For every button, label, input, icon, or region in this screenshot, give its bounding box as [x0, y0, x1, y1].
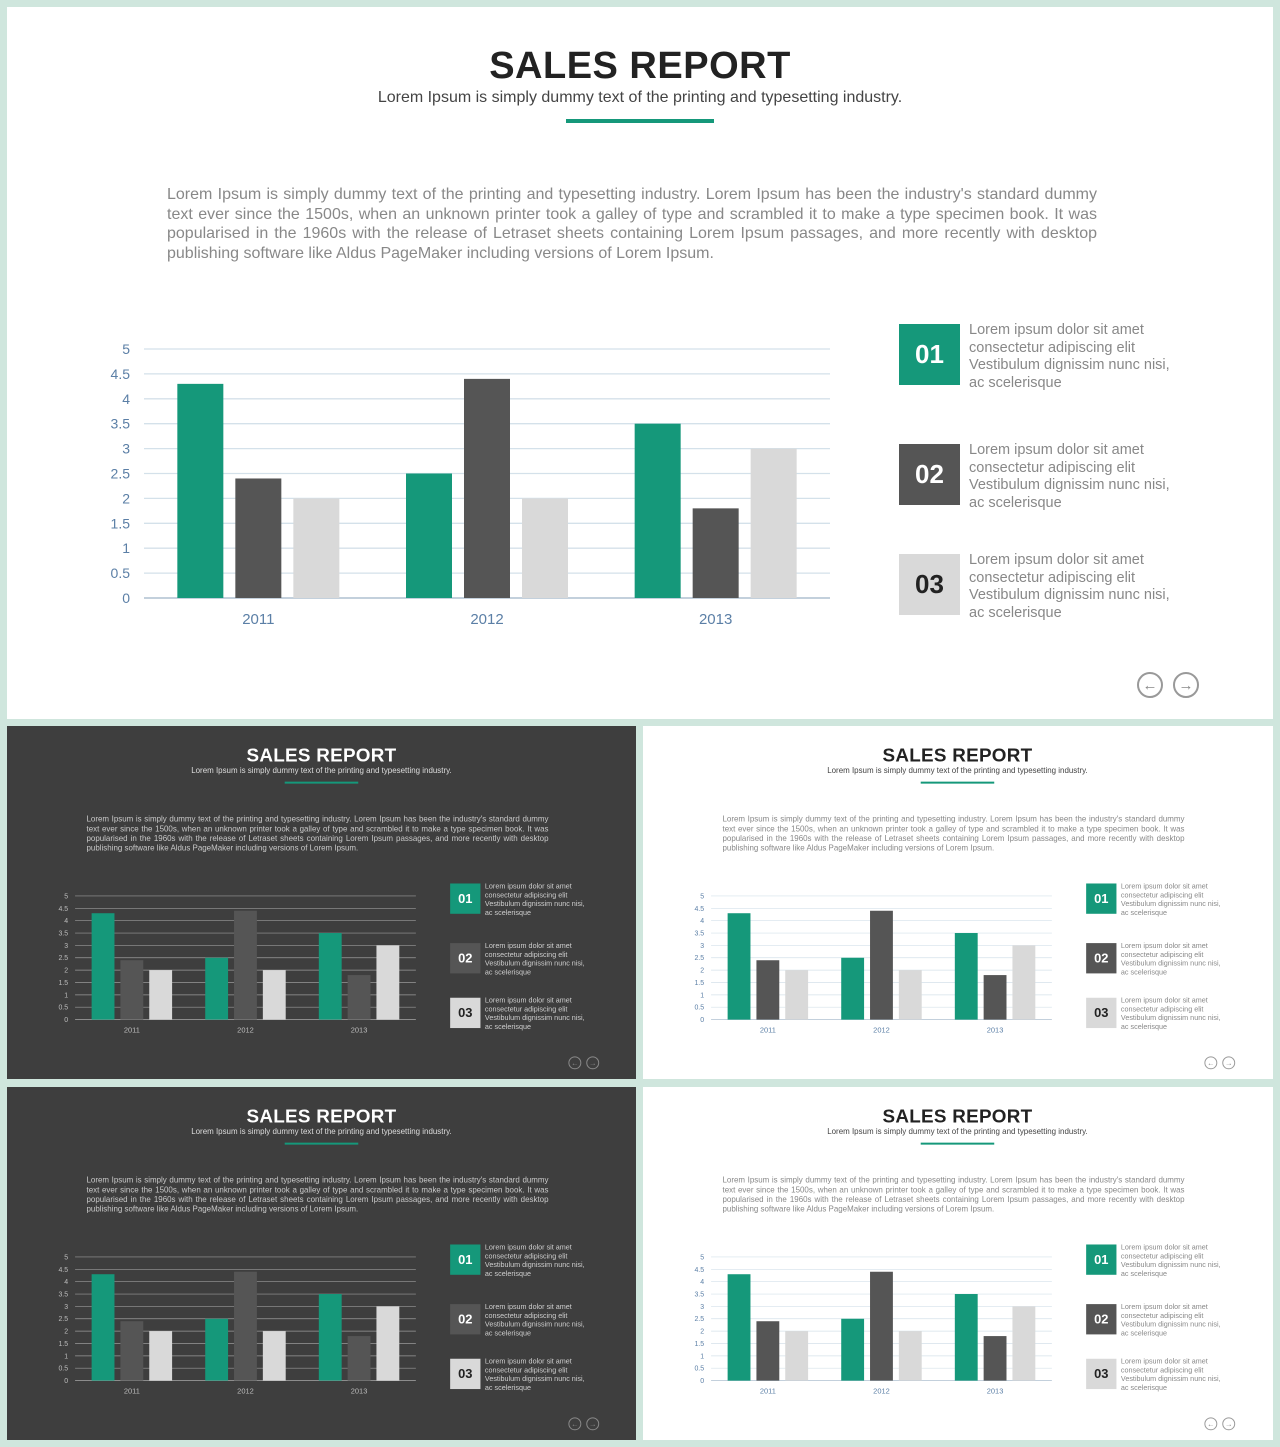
legend-text: Lorem ipsum dolor sit amet consectetur adipiscing elit Vestibulum dignissim nunc nisi, ac scelerisque — [484, 942, 585, 977]
legend-text: Lorem ipsum dolor sit amet consectetur adipiscing elit Vestibulum dignissim nunc nisi, ac scelerisque — [1120, 942, 1221, 977]
y-tick-label: 1 — [64, 1353, 69, 1361]
bar-2013-series-3 — [376, 1306, 399, 1380]
bar-2012-series-3 — [899, 970, 922, 1019]
y-tick-label: 0.5 — [58, 1365, 69, 1373]
y-tick-label: 3.5 — [58, 1291, 69, 1299]
legend-text: Lorem ipsum dolor sit amet consectetur adipiscing elit Vestibulum dignissim nunc nisi, ac scelerisque — [484, 1243, 585, 1278]
legend-text: Lorem ipsum dolor sit amet consectetur adipiscing elit Vestibulum dignissim nunc nisi, ac scelerisque — [1120, 1243, 1221, 1278]
y-tick-label: 1 — [122, 540, 130, 557]
bar-2013-series-1 — [319, 933, 342, 1020]
y-tick-label: 3.5 — [694, 1291, 705, 1299]
arrow-right-circle-icon[interactable]: → — [586, 1417, 599, 1430]
bar-2011-series-2 — [120, 960, 143, 1019]
bar-2012-series-1 — [205, 1319, 228, 1381]
legend-item-03 — [1086, 1359, 1255, 1391]
legend-item-01 — [450, 1244, 619, 1276]
y-tick-label: 4.5 — [58, 905, 69, 913]
bar-2011-series-1 — [92, 1274, 115, 1380]
x-tick-label: 2012 — [873, 1386, 890, 1396]
slide-thumb-light-2[interactable] — [643, 1087, 1273, 1440]
intro-paragraph: Lorem Ipsum is simply dummy text of the printing and typesetting industry. Lorem Ipsum has been the industry's standard dummy text ever since the 1500s, when an unknown printer took a galley of type and scrambled it to make a type specimen book. It was popularised in the 1960s with the release of Letraset sheets containing Lorem Ipsum passages, and more recently with desktop publishing software like Aldus PageMaker including versions of Lorem Ipsum. — [86, 1175, 549, 1214]
title-underline — [921, 1143, 995, 1145]
legend-text: Lorem ipsum dolor sit amet consectetur adipiscing elit Vestibulum dignissim nunc nisi, ac scelerisque — [969, 552, 1170, 621]
x-tick-label: 2013 — [986, 1025, 1004, 1035]
bar-2012-series-1 — [841, 958, 864, 1020]
bar-2011-series-2 — [756, 1321, 779, 1380]
x-tick-label: 2012 — [237, 1386, 254, 1396]
x-tick-label: 2012 — [873, 1025, 890, 1035]
legend-text: Lorem ipsum dolor sit amet consectetur adipiscing elit Vestibulum dignissim nunc nisi, ac scelerisque — [484, 996, 585, 1031]
slide-main — [7, 7, 1273, 719]
y-tick-label: 2 — [700, 967, 705, 975]
x-tick-label: 2011 — [242, 611, 275, 628]
legend-number-box: 02 — [450, 943, 480, 973]
legend-number-box: 01 — [450, 883, 480, 913]
bar-chart — [693, 1246, 1056, 1400]
bar-2013-series-2 — [984, 975, 1007, 1020]
y-tick-label: 3.5 — [110, 415, 130, 432]
y-tick-label: 1 — [700, 1353, 705, 1361]
legend-text: Lorem ipsum dolor sit amet consectetur adipiscing elit Vestibulum dignissim nunc nisi, ac scelerisque — [1120, 882, 1221, 917]
x-tick-label: 2013 — [698, 611, 733, 628]
slide-title: SALES REPORT — [882, 1105, 1033, 1127]
bar-2011-series-3 — [149, 970, 172, 1019]
y-tick-label: 0.5 — [58, 1004, 69, 1012]
bar-2013-series-3 — [1012, 945, 1035, 1019]
legend-text: Lorem ipsum dolor sit amet consectetur adipiscing elit Vestibulum dignissim nunc nisi, ac scelerisque — [1120, 1303, 1221, 1338]
bar-2013-series-1 — [955, 933, 978, 1020]
y-tick-label: 0 — [122, 590, 130, 606]
legend-number-box: 02 — [899, 444, 960, 505]
y-tick-label: 4.5 — [58, 1266, 69, 1274]
y-tick-label: 5 — [64, 893, 69, 901]
legend-text: Lorem ipsum dolor sit amet consectetur adipiscing elit Vestibulum dignissim nunc nisi, ac scelerisque — [969, 322, 1170, 391]
legend-text: Lorem ipsum dolor sit amet consectetur adipiscing elit Vestibulum dignissim nunc nisi, ac scelerisque — [969, 442, 1170, 511]
arrow-right-circle-icon[interactable]: → — [1222, 1417, 1235, 1430]
title-underline — [285, 1143, 359, 1145]
y-tick-label: 3 — [122, 440, 130, 457]
y-tick-label: 2.5 — [58, 955, 69, 963]
y-tick-label: 1.5 — [58, 979, 69, 987]
bar-2012-series-2 — [870, 1272, 893, 1381]
y-tick-label: 3 — [700, 1303, 705, 1311]
y-tick-label: 0 — [700, 1017, 705, 1025]
slide-thumb-dark-1[interactable] — [7, 726, 636, 1079]
legend-item-03 — [1086, 998, 1255, 1030]
y-tick-label: 0 — [64, 1017, 69, 1025]
slide-subtitle: Lorem Ipsum is simply dummy text of the printing and typesetting industry. — [827, 1127, 1088, 1137]
bar-2012-series-1 — [841, 1319, 864, 1381]
x-tick-label: 2013 — [986, 1386, 1004, 1396]
bar-2011-series-3 — [785, 1331, 808, 1380]
legend-text: Lorem ipsum dolor sit amet consectetur adipiscing elit Vestibulum dignissim nunc nisi, ac scelerisque — [1120, 996, 1221, 1031]
y-tick-label: 5 — [700, 893, 705, 901]
x-tick-label: 2011 — [123, 1386, 140, 1396]
bar-chart — [693, 885, 1056, 1039]
slide-content — [7, 726, 636, 1079]
y-tick-label: 3 — [700, 942, 705, 950]
legend-number-box: 03 — [450, 1359, 480, 1389]
slide-thumb-light-1[interactable] — [643, 726, 1273, 1079]
intro-paragraph: Lorem Ipsum is simply dummy text of the printing and typesetting industry. Lorem Ipsum has been the industry's standard dummy text ever since the 1500s, when an unknown printer took a galley of type and scrambled it to make a type specimen book. It was popularised in the 1960s with the release of Letraset sheets containing Lorem Ipsum passages, and more recently with desktop publishing software like Aldus PageMaker including versions of Lorem Ipsum. — [86, 814, 549, 853]
intro-paragraph: Lorem Ipsum is simply dummy text of the printing and typesetting industry. Lorem Ipsum has been the industry's standard dummy text ever since the 1500s, when an unknown printer took a galley of type and scrambled it to make a type specimen book. It was popularised in the 1960s with the release of Letraset sheets containing Lorem Ipsum passages, and more recently with desktop publishing software like Aldus PageMaker including versions of Lorem Ipsum. — [722, 814, 1185, 853]
bar-2011-series-2 — [120, 1321, 143, 1380]
y-tick-label: 3.5 — [694, 930, 705, 938]
bar-2013-series-3 — [751, 449, 797, 598]
bar-2012-series-2 — [234, 1272, 257, 1381]
y-tick-label: 1.5 — [694, 1340, 705, 1348]
title-underline — [921, 782, 995, 784]
bar-2012-series-3 — [899, 1331, 922, 1380]
bar-2012-series-2 — [234, 911, 257, 1020]
arrow-right-circle-icon[interactable]: → — [586, 1056, 599, 1069]
bar-chart — [107, 327, 837, 637]
legend-number-box: 01 — [899, 324, 960, 385]
legend-item-03 — [450, 1359, 619, 1391]
arrow-right-circle-icon[interactable]: → — [1173, 672, 1199, 698]
bar-2013-series-2 — [984, 1336, 1007, 1381]
y-tick-label: 3 — [64, 1303, 69, 1311]
arrow-left-circle-icon[interactable]: ← — [568, 1056, 581, 1069]
y-tick-label: 2 — [700, 1328, 705, 1336]
title-underline — [566, 119, 714, 123]
y-tick-label: 2.5 — [110, 465, 130, 482]
slide-subtitle: Lorem Ipsum is simply dummy text of the printing and typesetting industry. — [377, 89, 903, 106]
arrow-left-circle-icon[interactable]: ← — [1204, 1056, 1217, 1069]
slide-content — [643, 1087, 1272, 1440]
arrow-left-circle-icon[interactable]: ← — [1137, 672, 1163, 698]
slide-title: SALES REPORT — [246, 744, 397, 766]
bar-2011-series-3 — [785, 970, 808, 1019]
legend-item-02 — [450, 1304, 619, 1336]
y-tick-label: 1.5 — [110, 515, 130, 532]
arrow-right-circle-icon[interactable]: → — [1222, 1056, 1235, 1069]
y-tick-label: 4.5 — [694, 1266, 705, 1274]
x-tick-label: 2013 — [350, 1025, 368, 1035]
title-underline — [285, 782, 359, 784]
bar-2011-series-1 — [177, 384, 223, 598]
legend-item-02 — [1086, 943, 1255, 975]
slide-title: SALES REPORT — [246, 1105, 397, 1127]
y-tick-label: 1 — [700, 992, 705, 1000]
bar-2013-series-2 — [348, 1336, 371, 1381]
y-tick-label: 5 — [64, 1254, 69, 1262]
legend-item-02 — [1086, 1304, 1255, 1336]
x-tick-label: 2011 — [759, 1025, 776, 1035]
slide-content — [7, 1087, 636, 1440]
y-tick-label: 2 — [122, 490, 130, 507]
y-tick-label: 0 — [700, 1378, 705, 1386]
y-tick-label: 0.5 — [694, 1004, 705, 1012]
y-tick-label: 0.5 — [110, 565, 130, 582]
y-tick-label: 2.5 — [694, 1316, 705, 1324]
legend-item-02 — [899, 442, 1239, 511]
y-tick-label: 2 — [64, 1328, 69, 1336]
y-tick-label: 1 — [64, 992, 69, 1000]
y-tick-label: 3.5 — [58, 930, 69, 938]
legend-number-box: 03 — [1086, 1359, 1116, 1389]
arrow-left-circle-icon[interactable]: ← — [1204, 1417, 1217, 1430]
bar-2012-series-2 — [464, 379, 510, 598]
bar-2012-series-3 — [263, 1331, 286, 1380]
bar-2013-series-1 — [319, 1294, 342, 1381]
y-tick-label: 4 — [122, 390, 130, 407]
legend-number-box: 01 — [1086, 1244, 1116, 1274]
legend-number-box: 02 — [1086, 943, 1116, 973]
x-tick-label: 2011 — [759, 1386, 776, 1396]
legend-number-box: 02 — [1086, 1304, 1116, 1334]
legend-text: Lorem ipsum dolor sit amet consectetur adipiscing elit Vestibulum dignissim nunc nisi, ac scelerisque — [484, 882, 585, 917]
legend-number-box: 01 — [1086, 883, 1116, 913]
slide-content — [7, 7, 1273, 719]
x-tick-label: 2012 — [237, 1025, 254, 1035]
y-tick-label: 0 — [64, 1378, 69, 1386]
bar-2013-series-3 — [1012, 1306, 1035, 1380]
bar-2013-series-2 — [348, 975, 371, 1020]
legend-number-box: 03 — [1086, 998, 1116, 1028]
y-tick-label: 2.5 — [58, 1316, 69, 1324]
legend-text: Lorem ipsum dolor sit amet consectetur adipiscing elit Vestibulum dignissim nunc nisi, ac scelerisque — [484, 1357, 585, 1392]
slide-subtitle: Lorem Ipsum is simply dummy text of the printing and typesetting industry. — [191, 766, 452, 776]
bar-2011-series-1 — [728, 913, 751, 1019]
bar-2012-series-3 — [522, 498, 568, 598]
intro-paragraph: Lorem Ipsum is simply dummy text of the printing and typesetting industry. Lorem Ipsum has been the industry's standard dummy text ever since the 1500s, when an unknown printer took a galley of type and scrambled it to make a type specimen book. It was popularised in the 1960s with the release of Letraset sheets containing Lorem Ipsum passages, and more recently with desktop publishing software like Aldus PageMaker including versions of Lorem Ipsum. — [167, 186, 1097, 262]
arrow-left-circle-icon[interactable]: ← — [568, 1417, 581, 1430]
bar-2013-series-1 — [635, 424, 681, 598]
bar-2011-series-2 — [756, 960, 779, 1019]
bar-2012-series-2 — [870, 911, 893, 1020]
bar-chart — [57, 1246, 420, 1400]
y-tick-label: 4.5 — [694, 905, 705, 913]
legend-number-box: 02 — [450, 1304, 480, 1334]
y-tick-label: 0.5 — [694, 1365, 705, 1373]
slide-title: SALES REPORT — [489, 45, 791, 87]
y-tick-label: 5 — [700, 1254, 705, 1262]
x-tick-label: 2013 — [350, 1386, 368, 1396]
slide-thumb-dark-2[interactable] — [7, 1087, 636, 1440]
bar-2011-series-3 — [293, 498, 339, 598]
x-tick-label: 2012 — [470, 611, 504, 628]
slide-title: SALES REPORT — [882, 744, 1033, 766]
y-tick-label: 4.5 — [110, 365, 130, 382]
legend-number-box: 01 — [450, 1244, 480, 1274]
bar-2011-series-3 — [149, 1331, 172, 1380]
x-tick-label: 2011 — [123, 1025, 140, 1035]
bar-chart — [57, 885, 420, 1039]
legend-number-box: 03 — [450, 998, 480, 1028]
y-tick-label: 2 — [64, 967, 69, 975]
y-tick-label: 2.5 — [694, 955, 705, 963]
bar-2013-series-3 — [376, 945, 399, 1019]
legend-item-03 — [450, 998, 619, 1030]
legend-number-box: 03 — [899, 554, 960, 615]
legend-item-02 — [450, 943, 619, 975]
legend-item-03 — [899, 552, 1239, 621]
slide-content — [643, 726, 1272, 1079]
y-tick-label: 4 — [64, 1279, 69, 1287]
slide-subtitle: Lorem Ipsum is simply dummy text of the printing and typesetting industry. — [827, 766, 1088, 776]
y-tick-label: 1.5 — [694, 979, 705, 987]
legend-item-01 — [1086, 1244, 1255, 1276]
slide-subtitle: Lorem Ipsum is simply dummy text of the printing and typesetting industry. — [191, 1127, 452, 1137]
legend-item-01 — [1086, 883, 1255, 915]
bar-2011-series-2 — [235, 478, 281, 598]
bar-2011-series-1 — [92, 913, 115, 1019]
bar-2012-series-1 — [205, 958, 228, 1020]
y-tick-label: 4 — [700, 918, 705, 926]
bar-2013-series-2 — [693, 508, 739, 598]
bar-2012-series-3 — [263, 970, 286, 1019]
bar-2011-series-1 — [728, 1274, 751, 1380]
legend-text: Lorem ipsum dolor sit amet consectetur adipiscing elit Vestibulum dignissim nunc nisi, ac scelerisque — [1120, 1357, 1221, 1392]
y-tick-label: 5 — [122, 341, 130, 357]
y-tick-label: 3 — [64, 942, 69, 950]
y-tick-label: 1.5 — [58, 1340, 69, 1348]
intro-paragraph: Lorem Ipsum is simply dummy text of the printing and typesetting industry. Lorem Ipsum has been the industry's standard dummy text ever since the 1500s, when an unknown printer took a galley of type and scrambled it to make a type specimen book. It was popularised in the 1960s with the release of Letraset sheets containing Lorem Ipsum passages, and more recently with desktop publishing software like Aldus PageMaker including versions of Lorem Ipsum. — [722, 1175, 1185, 1214]
y-tick-label: 4 — [700, 1279, 705, 1287]
legend-text: Lorem ipsum dolor sit amet consectetur adipiscing elit Vestibulum dignissim nunc nisi, ac scelerisque — [484, 1303, 585, 1338]
bar-2013-series-1 — [955, 1294, 978, 1381]
legend-item-01 — [450, 883, 619, 915]
y-tick-label: 4 — [64, 918, 69, 926]
bar-2012-series-1 — [406, 474, 452, 599]
legend-item-01 — [899, 322, 1239, 391]
